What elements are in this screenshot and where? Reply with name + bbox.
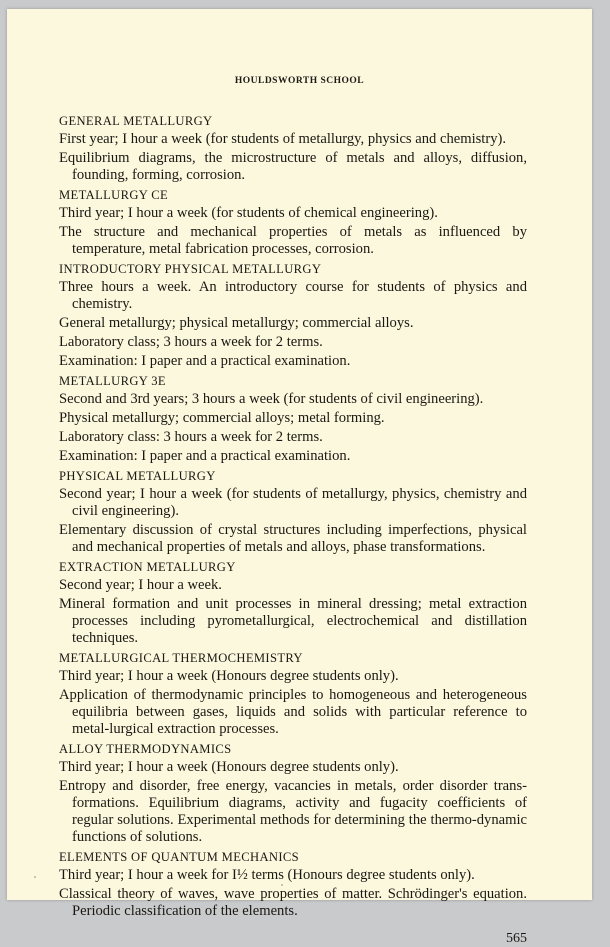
course-line: Second and 3rd years; 3 hours a week (for students of civil engineering). [59, 391, 484, 407]
course-section [59, 187, 527, 258]
course-heading: INTRODUCTORY PHYSICAL METALLURGY [59, 262, 322, 276]
page-number: 565 [506, 931, 527, 946]
course-line: Examination: I paper and a practical examination. [59, 353, 351, 369]
course-heading: PHYSICAL METALLURGY [59, 469, 216, 483]
course-section [59, 650, 527, 738]
course-line: Laboratory class: 3 hours a week for 2 terms. [59, 429, 323, 445]
course-line: The structure and mechanical properties of metals as influenced by temperature, metal fabrication processes, corrosion. [59, 224, 527, 257]
course-heading: GENERAL METALLURGY [59, 114, 213, 128]
course-heading: METALLURGY CE [59, 188, 169, 202]
course-section [59, 741, 527, 846]
course-line: Second year; I hour a week. [59, 577, 222, 593]
course-section [59, 849, 527, 920]
course-line: General metallurgy; physical metallurgy; commercial alloys. [59, 315, 414, 331]
course-line: Third year; I hour a week (Honours degree students only). [59, 668, 399, 684]
course-section [59, 113, 527, 184]
course-line: Elementary discussion of crystal structures including imperfections, physical and mechanical properties of metals and alloys, phase transformations. [59, 522, 527, 555]
book-page [7, 9, 592, 946]
course-section [59, 261, 527, 370]
course-heading: EXTRACTION METALLURGY [59, 560, 236, 574]
course-line: Second year; I hour a week (for students of metallurgy, physics, chemistry and civil engineering). [59, 486, 527, 519]
course-line: Third year; I hour a week (Honours degree students only). [59, 759, 399, 775]
course-line: Classical theory of waves, wave properties of matter. Schrödinger's equation. Periodic classification of the elements. [59, 886, 527, 919]
course-heading: ELEMENTS OF QUANTUM MECHANICS [59, 850, 299, 864]
paper-speck [281, 884, 283, 886]
course-heading: ALLOY THERMODYNAMICS [59, 742, 232, 756]
course-line: Mineral formation and unit processes in mineral dressing; metal extraction processes including pyrometallurgical, electrochemical and distillation techniques. [59, 596, 527, 646]
course-heading: METALLURGICAL THERMOCHEMISTRY [59, 651, 303, 665]
course-heading: METALLURGY 3E [59, 374, 166, 388]
course-line: Three hours a week. An introductory course for students of physics and chemistry. [59, 279, 527, 312]
course-list [59, 113, 527, 947]
course-line: Third year; I hour a week (for students of chemical engineering). [59, 205, 438, 221]
course-line: Entropy and disorder, free energy, vacancies in metals, order disorder trans-formations. Equilibrium diagrams, activity and fugacity coefficients of regular solutions. Experimental methods for determining the thermo-dynamic functions of solutions. [59, 778, 527, 845]
running-head: HOULDSWORTH SCHOOL [234, 76, 365, 86]
course-section [59, 468, 527, 556]
course-section [59, 373, 527, 465]
course-line: Examination: I paper and a practical examination. [59, 448, 351, 464]
course-line: First year; I hour a week (for students of metallurgy, physics and chemistry). [59, 131, 507, 147]
course-line: Application of thermodynamic principles to homogeneous and heterogeneous equilibria between gases, liquids and solids with particular reference to metal-lurgical extraction processes. [59, 687, 527, 737]
course-line: Equilibrium diagrams, the microstructure of metals and alloys, diffusion, founding, forming, corrosion. [59, 150, 527, 183]
course-line: Laboratory class; 3 hours a week for 2 terms. [59, 334, 323, 350]
course-line: Third year; I hour a week for I½ terms (Honours degree students only). [59, 867, 475, 883]
paper-speck [34, 876, 36, 878]
course-section [59, 559, 527, 647]
course-line: Physical metallurgy; commercial alloys; metal forming. [59, 410, 385, 426]
